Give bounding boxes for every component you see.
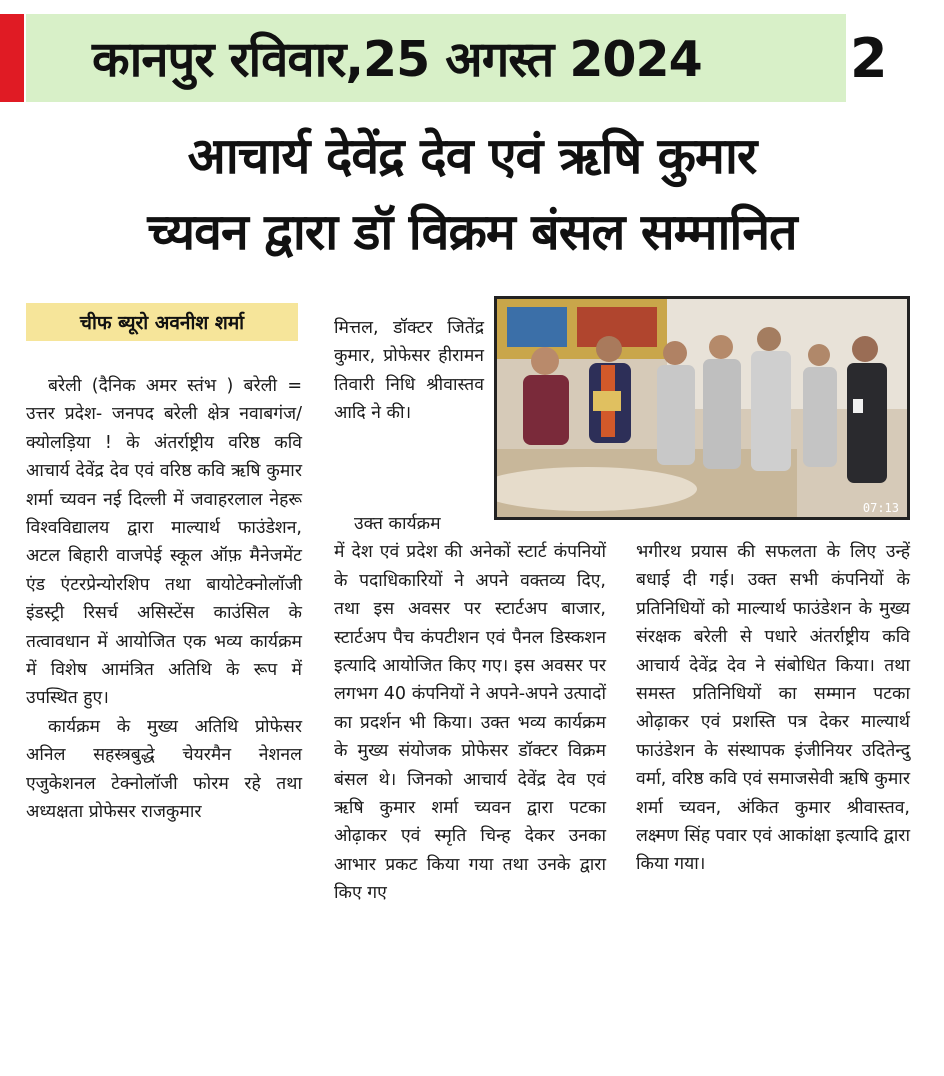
photo-illustration [497, 299, 907, 517]
paragraph: भगीरथ प्रयास की सफलता के लिए उन्हें बधाई दी गई। उक्त सभी कंपनियों के प्रतिनिधियों को माल्यार्थ फाउंडेशन के मुख्य संरक्षक बरेली से पधारे अंतर्राष्ट्रीय कवि आचार्य देवेंद्र देव ने संबोधित किया। तथा समस्त प्रतिनिधियों का सम्मान पटका ओढ़ाकर एवं प्रशस्ति पत्र देकर माल्यार्थ फाउंडेशन के संस्थापक इंजीनियर उदितेन्दु वर्मा, वरिष्ठ कवि एवं समाजसेवी ऋषि कुमार शर्मा च्यवन, अंकित कुमार श्रीवास्तव, लक्ष्मण सिंह पवार एवं आकांक्षा इत्यादि द्वारा किया गया। [636, 542, 910, 875]
article-column-2-top [334, 314, 484, 428]
dateline: कानपुर रविवार,25 अगस्त 2024 [26, 14, 846, 102]
paragraph: में देश एवं प्रदेश की अनेकों स्टार्ट कंपनियों के पदाधिकारियों ने अपने वक्तव्य दिए, तथा इस अवसर पर स्टार्टअप बाजार, स्टार्टअप पैच कंपटीशन एवं पैनल डिस्कशन इत्यादि आयोजित किए गए। इस अवसर पर लगभग 40 कंपनियों ने अपने-अपने उत्पादों का प्रदर्शन भी किया। उक्त भव्य कार्यक्रम के मुख्य संयोजक प्रोफेसर डॉक्टर विक्रम बंसल थे। जिनको आचार्य देवेंद्र देव एवं ऋषि कुमार शर्मा च्यवन द्वारा पटका ओढ़ाकर एवं स्मृति चिन्ह देकर उनका आभार प्रकट किया गया तथा उनके द्वारा किए गए [334, 542, 606, 904]
news-photo [494, 296, 910, 520]
article-column-3 [636, 538, 910, 879]
paragraph: मित्तल, डॉक्टर जितेंद्र कुमार, प्रोफेसर हीरामन तिवारी निधि श्रीवास्तव आदि ने की। [334, 318, 484, 424]
headline [10, 118, 934, 270]
article-column-1 [26, 372, 302, 827]
page-number: 2 [850, 26, 888, 90]
headline-line-1: आचार्य देवेंद्र देव एवं ऋषि कुमार [187, 127, 757, 185]
red-accent-bar [0, 14, 24, 102]
headline-line-2: च्यवन द्वारा डॉ विक्रम बंसल सम्मानित [147, 203, 797, 261]
article-column-2 [334, 510, 606, 908]
paragraph: बरेली (दैनिक अमर स्तंभ ) बरेली = उत्तर प्रदेश- जनपद बरेली क्षेत्र नवाबगंज/ क्योलड़िया ! के अंतर्राष्ट्रीय वरिष्ठ कवि आचार्य देवेंद्र देव एवं वरिष्ठ कवि ऋषि कुमार शर्मा च्यवन नई दिल्ली में जवाहरलाल नेहरू विश्वविद्यालय द्वारा माल्यार्थ फाउंडेशन, अटल बिहारी वाजपेई स्कूल ऑफ़ मैनेजमेंट एंड एंटरप्रेन्योरशिप तथा बायोटेक्नोलॉजी इंडस्ट्री रिसर्च असिस्टेंस काउंसिल के तत्वावधान में आयोजित एक भव्य कार्यक्रम में विशेष आमंत्रित अतिथि के रूप में उपस्थित हुए। [26, 376, 302, 709]
paragraph: कार्यक्रम के मुख्य अतिथि प्रोफेसर अनिल सहस्त्रबुद्धे चेयरमैन नेशनल एजुकेशनल टेक्नोलॉजी फोरम रहे तथा अध्यक्षता प्रोफेसर राजकुमार [26, 716, 302, 823]
paragraph-lead: उक्त कार्यक्रम [354, 514, 441, 534]
photo-timestamp: 07:13 [862, 501, 899, 515]
byline: चीफ ब्यूरो अवनीश शर्मा [26, 303, 298, 341]
